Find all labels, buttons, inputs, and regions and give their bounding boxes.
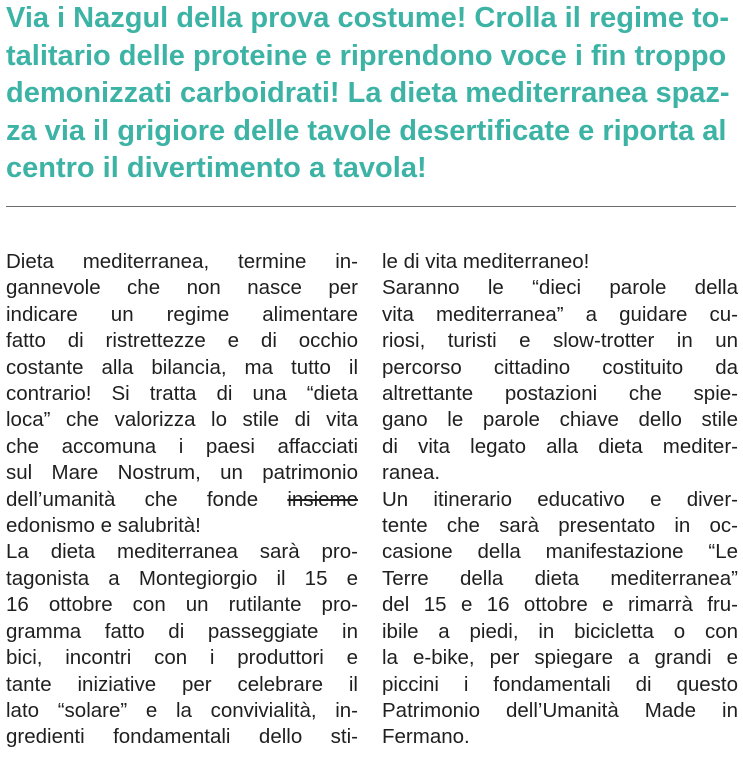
text-line: le di vita mediterraneo! (382, 250, 590, 273)
text-line: sul Mare Nostrum, un patrimonio (6, 461, 358, 485)
text-line: vita mediterranea” a guidare cu- (382, 302, 738, 326)
text-line: la e-bike, per spiegare a grandi e (382, 646, 738, 670)
text-line: Fermano. (382, 725, 470, 749)
text-line: che accomuna i paesi affacciati (6, 434, 358, 458)
text-line: altrettante postazioni che spie- (382, 382, 738, 406)
text-line: 16 ottobre con un rutilante pro- (6, 593, 358, 617)
text-line: gannevole che non nasce per (6, 276, 358, 300)
headline-line-1-rest: Crolla il regime to- (466, 2, 730, 34)
headline-lead: Via i Nazgul della prova costume! (6, 2, 467, 34)
text-line: casione della manifestazione “Le (382, 540, 738, 564)
text-line: costante alla bilancia, ma tutto il (6, 355, 358, 379)
text-line: loca” che valorizza lo stile di vita (6, 408, 358, 432)
text-line: gredienti fondamentali dello sti- (6, 725, 358, 749)
text-fragment: dell’umanità che fonde (6, 487, 288, 511)
text-line: ibile a piedi, in bicicletta o con (382, 619, 738, 643)
text-line: Patrimonio dell’Umanità Made in (382, 698, 738, 722)
paragraph-4 (382, 487, 738, 751)
headline-line-1 (6, 0, 736, 38)
text-line: del 15 e 16 ottobre e rimarrà fru- (382, 593, 738, 617)
text-line: fatto di ristrettezze e di occhio (6, 329, 358, 353)
text-line: gano le parole chiave dello stile (382, 408, 738, 432)
left-column (6, 249, 358, 751)
text-line: contrario! Si tratta di una “dieta (6, 382, 358, 406)
text-line: tante iniziative per celebrare il (6, 672, 358, 696)
struck-word: insieme (287, 487, 358, 511)
headline (6, 0, 736, 188)
text-line: Saranno le “dieci parole della (382, 276, 738, 300)
text-line-with-strikethrough (6, 487, 358, 513)
paragraph-2 (6, 539, 358, 750)
headline-line-2: talitario delle proteine e riprendono voce i fin troppo (6, 39, 727, 72)
text-line: percorso cittadino costituito da (382, 355, 738, 379)
text-line: edonismo e salubrità! (6, 514, 201, 538)
text-line: tente che sarà presentato in oc- (382, 514, 738, 538)
headline-line-3: demonizzati carboidrati! La dieta mediterranea spaz- (6, 77, 730, 109)
text-line: Terre della dieta mediterranea” (382, 566, 738, 590)
paragraph-3 (382, 275, 738, 486)
headline-line-4: za via il grigiore delle tavole desertificate e riporta al (6, 114, 727, 147)
text-line: tagonista a Montegiorgio il 15 e (6, 566, 358, 590)
right-column (382, 249, 738, 751)
text-line: piccini i fondamentali di questo (382, 672, 738, 696)
text-line: bici, incontri con i produttori e (6, 646, 358, 670)
text-line: La dieta mediterranea sarà pro- (6, 540, 358, 564)
text-line: di vita legato alla dieta mediter- (382, 434, 738, 458)
headline-line-5: centro il divertimento a tavola! (6, 152, 427, 184)
text-line: gramma fatto di passeggiate in (6, 619, 358, 643)
text-line: riosi, turisti e slow-trotter in un (382, 329, 738, 353)
text-line: ranea. (382, 461, 441, 485)
text-line: indicare un regime alimentare (6, 302, 358, 326)
text-line: Dieta mediterranea, termine in- (6, 250, 358, 273)
section-divider (6, 206, 736, 207)
paragraph-1 (6, 249, 358, 539)
text-line: lato “solare” e la convivialità, in- (6, 698, 358, 722)
text-line: Un itinerario educativo e diver- (382, 487, 738, 511)
